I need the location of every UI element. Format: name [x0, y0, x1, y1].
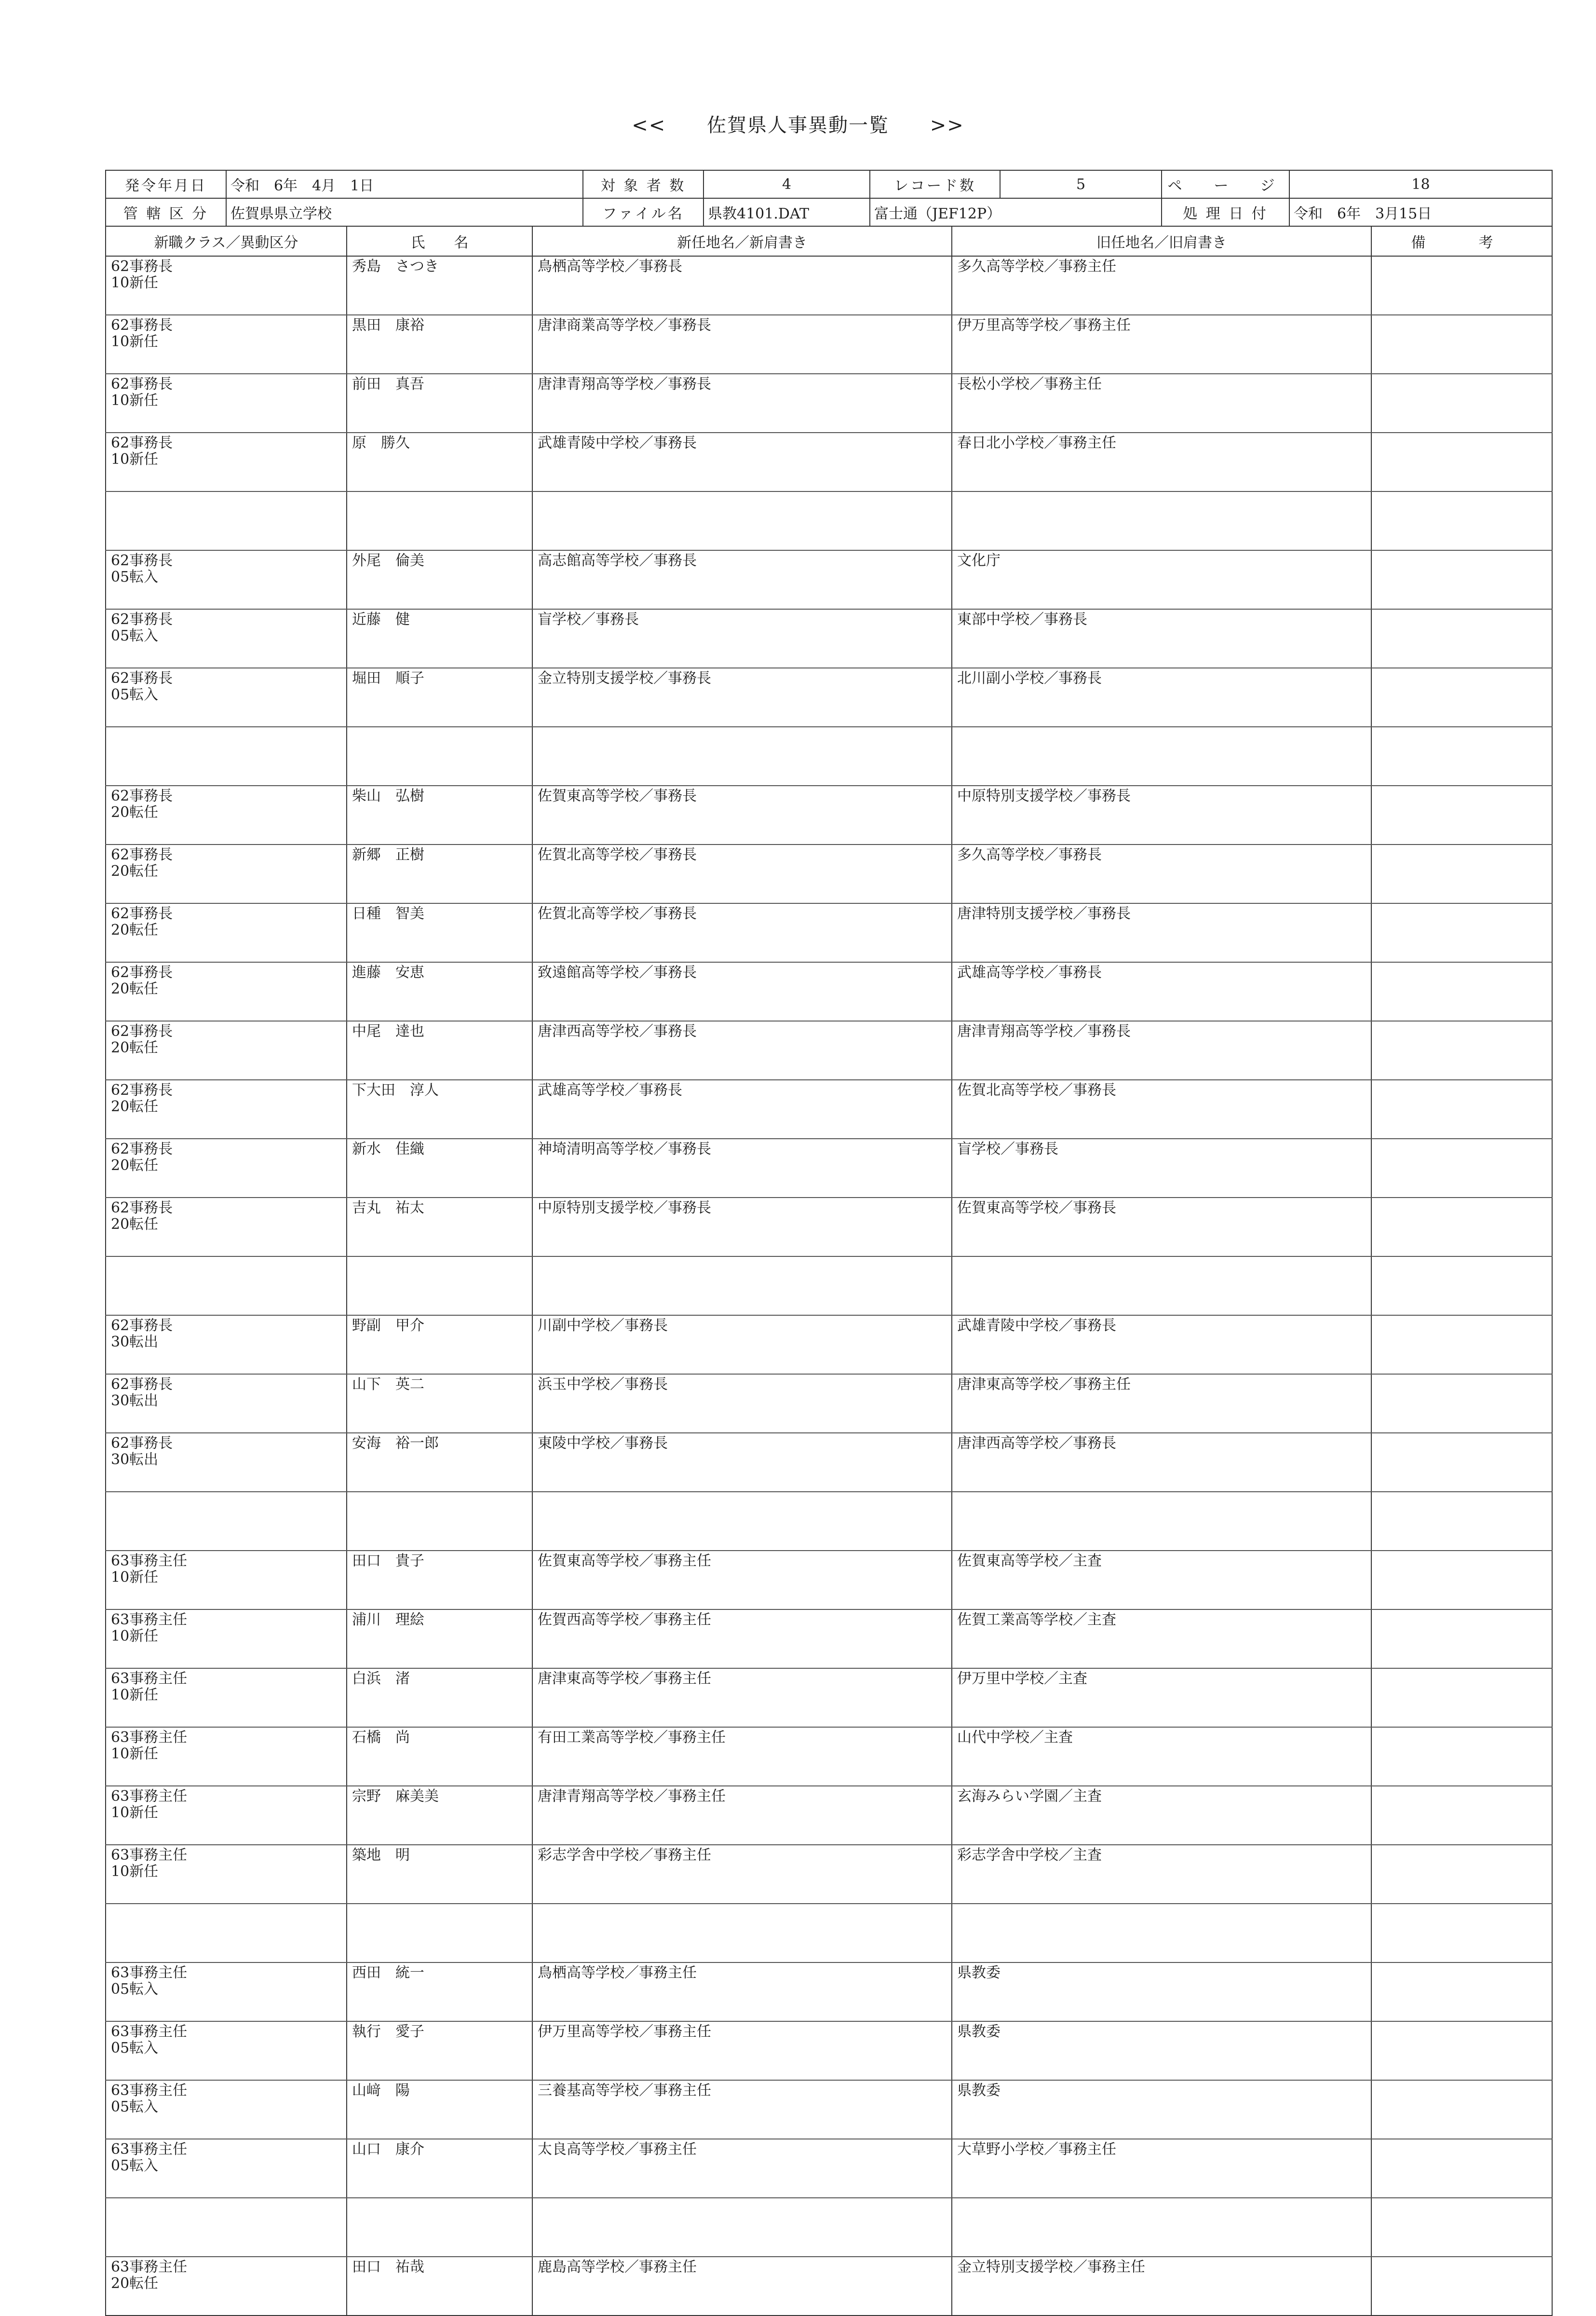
old-post: 盲学校／事務長 — [952, 1139, 1371, 1198]
person-name: 前田 真吾 — [347, 374, 532, 433]
class-cell — [106, 1786, 347, 1845]
class-cell — [106, 550, 347, 609]
person-name: 田口 祐哉 — [347, 2257, 532, 2316]
table-row — [106, 1904, 1552, 1962]
move-type: 10新任 — [111, 1628, 159, 1645]
old-post: 彩志学舎中学校／主査 — [952, 1845, 1371, 1904]
remarks-cell — [1371, 1433, 1552, 1492]
move-type: 20転任 — [111, 981, 159, 997]
new-post: 唐津商業高等学校／事務長 — [532, 315, 952, 374]
new-post: 鳥栖高等学校／事務主任 — [532, 1962, 952, 2021]
old-post: 唐津東高等学校／事務主任 — [952, 1374, 1371, 1433]
class-cell — [106, 1668, 347, 1727]
remarks-cell — [1371, 962, 1552, 1021]
move-type: 05転入 — [111, 627, 159, 644]
table-row — [106, 2257, 1552, 2316]
remarks-cell — [1371, 550, 1552, 609]
class-cell — [106, 374, 347, 433]
move-type: 10新任 — [111, 1745, 159, 1762]
person-name: 築地 明 — [347, 1845, 532, 1904]
title-right-mark: >> — [930, 114, 964, 136]
person-name: 柴山 弘樹 — [347, 786, 532, 845]
class-cell — [106, 1198, 347, 1256]
move-type: 10新任 — [111, 1687, 159, 1703]
job-class: 63事務主任 — [111, 1553, 188, 1569]
class-cell — [106, 1609, 347, 1668]
class-cell — [106, 1256, 347, 1315]
job-class: 62事務長 — [111, 1141, 173, 1158]
new-post: 唐津青翔高等学校／事務主任 — [532, 1786, 952, 1845]
new-post — [532, 2198, 952, 2257]
table-row — [106, 1256, 1552, 1315]
job-class: 62事務長 — [111, 1199, 173, 1216]
move-type: 10新任 — [111, 1569, 159, 1586]
new-post: 佐賀西高等学校／事務主任 — [532, 1609, 952, 1668]
table-row — [106, 1433, 1552, 1492]
job-class: 62事務長 — [111, 552, 173, 569]
old-post: 多久高等学校／事務長 — [952, 845, 1371, 903]
old-post — [952, 2198, 1371, 2257]
remarks-cell — [1371, 2257, 1552, 2316]
remarks-cell — [1371, 609, 1552, 668]
column-header-old-post: 旧任地名／旧肩書き — [952, 226, 1371, 256]
remarks-cell — [1371, 786, 1552, 845]
column-header-class: 新職クラス／異動区分 — [106, 226, 347, 256]
table-row — [106, 1080, 1552, 1139]
old-post: 唐津特別支援学校／事務長 — [952, 903, 1371, 962]
old-post: 長松小学校／事務主任 — [952, 374, 1371, 433]
job-class: 62事務長 — [111, 611, 173, 628]
new-post: 太良高等学校／事務主任 — [532, 2139, 952, 2198]
job-class: 62事務長 — [111, 317, 173, 334]
new-post: 高志館高等学校／事務長 — [532, 550, 952, 609]
person-name — [347, 1256, 532, 1315]
new-post: 唐津東高等学校／事務主任 — [532, 1668, 952, 1727]
table-row — [106, 1198, 1552, 1256]
remarks-cell — [1371, 1492, 1552, 1551]
new-post — [532, 1256, 952, 1315]
job-class: 62事務長 — [111, 258, 173, 275]
old-post — [952, 1256, 1371, 1315]
class-cell — [106, 609, 347, 668]
person-name: 安海 裕一郎 — [347, 1433, 532, 1492]
move-type: 20転任 — [111, 2275, 159, 2292]
table-row — [106, 2139, 1552, 2198]
remarks-cell — [1371, 491, 1552, 550]
record-count-label: レコード数 — [870, 170, 1000, 198]
class-cell — [106, 2257, 347, 2316]
person-name: 外尾 倫美 — [347, 550, 532, 609]
job-class: 63事務主任 — [111, 1847, 188, 1864]
move-type: 20転任 — [111, 922, 159, 939]
job-class: 62事務長 — [111, 1376, 173, 1393]
class-cell — [106, 2021, 347, 2080]
remarks-cell — [1371, 315, 1552, 374]
table-row — [106, 1845, 1552, 1904]
job-class: 62事務長 — [111, 435, 173, 451]
job-class: 63事務主任 — [111, 1788, 188, 1805]
remarks-cell — [1371, 433, 1552, 491]
class-cell — [106, 1021, 347, 1080]
target-count-value: 4 — [703, 170, 870, 198]
person-name: 新水 佳織 — [347, 1139, 532, 1198]
remarks-cell — [1371, 1551, 1552, 1609]
class-cell — [106, 491, 347, 550]
table-row — [106, 727, 1552, 786]
column-header-row — [106, 226, 1552, 256]
move-type: 10新任 — [111, 333, 159, 350]
table-row — [106, 1374, 1552, 1433]
table-row — [106, 2080, 1552, 2139]
table-row — [106, 315, 1552, 374]
remarks-cell — [1371, 1374, 1552, 1433]
move-type: 30転出 — [111, 1334, 159, 1350]
class-cell — [106, 2080, 347, 2139]
class-cell — [106, 1551, 347, 1609]
class-cell — [106, 1845, 347, 1904]
old-post: 東部中学校／事務長 — [952, 609, 1371, 668]
remarks-cell — [1371, 1668, 1552, 1727]
table-row — [106, 962, 1552, 1021]
class-cell — [106, 1139, 347, 1198]
move-type: 05転入 — [111, 2040, 159, 2057]
class-cell — [106, 1315, 347, 1374]
old-post: 県教委 — [952, 2080, 1371, 2139]
person-name: 進藤 安恵 — [347, 962, 532, 1021]
table-row — [106, 1668, 1552, 1727]
move-type: 20転任 — [111, 1039, 159, 1056]
new-post: 盲学校／事務長 — [532, 609, 952, 668]
job-class: 62事務長 — [111, 788, 173, 804]
job-class: 63事務主任 — [111, 2082, 188, 2099]
old-post: 伊万里中学校／主査 — [952, 1668, 1371, 1727]
table-row — [106, 1139, 1552, 1198]
job-class: 63事務主任 — [111, 2023, 188, 2040]
person-name: 野副 甲介 — [347, 1315, 532, 1374]
job-class: 62事務長 — [111, 1023, 173, 1040]
new-post: 彩志学舎中学校／事務主任 — [532, 1845, 952, 1904]
class-cell — [106, 433, 347, 491]
old-post: 佐賀東高等学校／事務長 — [952, 1198, 1371, 1256]
old-post: 唐津西高等学校／事務長 — [952, 1433, 1371, 1492]
remarks-cell — [1371, 1609, 1552, 1668]
table-row — [106, 668, 1552, 727]
person-name: 宗野 麻美美 — [347, 1786, 532, 1845]
remarks-cell — [1371, 2021, 1552, 2080]
remarks-cell — [1371, 1845, 1552, 1904]
table-row — [106, 1021, 1552, 1080]
person-name: 田口 貴子 — [347, 1551, 532, 1609]
job-class: 63事務主任 — [111, 1729, 188, 1746]
old-post: 春日北小学校／事務主任 — [952, 433, 1371, 491]
person-name: 黒田 康裕 — [347, 315, 532, 374]
move-type: 05転入 — [111, 1981, 159, 1998]
remarks-cell — [1371, 1256, 1552, 1315]
class-cell — [106, 1904, 347, 1962]
table-row — [106, 374, 1552, 433]
job-class: 62事務長 — [111, 376, 173, 393]
remarks-cell — [1371, 1198, 1552, 1256]
jurisdiction-value: 佐賀県県立学校 — [226, 198, 583, 226]
job-class: 63事務主任 — [111, 1611, 188, 1628]
table-row — [106, 433, 1552, 491]
move-type: 30転出 — [111, 1392, 159, 1409]
remarks-cell — [1371, 1962, 1552, 2021]
job-class: 62事務長 — [111, 1082, 173, 1099]
remarks-cell — [1371, 2139, 1552, 2198]
column-header-remarks: 備 考 — [1371, 226, 1552, 256]
new-post: 中原特別支援学校／事務長 — [532, 1198, 952, 1256]
job-class: 63事務主任 — [111, 1670, 188, 1687]
class-cell — [106, 315, 347, 374]
move-type: 20転任 — [111, 804, 159, 821]
remarks-cell — [1371, 1786, 1552, 1845]
issue-date-label: 発令年月日 — [106, 170, 226, 198]
move-type: 05転入 — [111, 569, 159, 586]
new-post: 唐津西高等学校／事務長 — [532, 1021, 952, 1080]
class-cell — [106, 845, 347, 903]
remarks-cell — [1371, 1021, 1552, 1080]
move-type: 05転入 — [111, 686, 159, 703]
move-type: 10新任 — [111, 451, 159, 468]
table-row — [106, 903, 1552, 962]
job-class: 62事務長 — [111, 1435, 173, 1452]
system-value: 富士通（JEF12P） — [870, 198, 1162, 226]
person-name: 堀田 順子 — [347, 668, 532, 727]
move-type: 10新任 — [111, 274, 159, 291]
remarks-cell — [1371, 1727, 1552, 1786]
table-row — [106, 1727, 1552, 1786]
old-post: 多久高等学校／事務主任 — [952, 256, 1371, 315]
new-post: 東陵中学校／事務長 — [532, 1433, 952, 1492]
old-post — [952, 1904, 1371, 1962]
new-post: 武雄青陵中学校／事務長 — [532, 433, 952, 491]
job-class: 63事務主任 — [111, 2259, 188, 2275]
new-post: 三養基高等学校／事務主任 — [532, 2080, 952, 2139]
remarks-cell — [1371, 668, 1552, 727]
person-name: 西田 統一 — [347, 1962, 532, 2021]
person-name: 山下 英二 — [347, 1374, 532, 1433]
table-row — [106, 256, 1552, 315]
page-number-value: 18 — [1289, 170, 1552, 198]
class-cell — [106, 786, 347, 845]
person-name: 秀島 さつき — [347, 256, 532, 315]
move-type: 20転任 — [111, 863, 159, 880]
person-name — [347, 1492, 532, 1551]
old-post: 大草野小学校／事務主任 — [952, 2139, 1371, 2198]
old-post: 県教委 — [952, 2021, 1371, 2080]
old-post: 中原特別支援学校／事務長 — [952, 786, 1371, 845]
move-type: 05転入 — [111, 2157, 159, 2174]
table-row — [106, 1551, 1552, 1609]
person-name: 執行 愛子 — [347, 2021, 532, 2080]
new-post: 神埼清明高等学校／事務長 — [532, 1139, 952, 1198]
move-type: 10新任 — [111, 1863, 159, 1880]
table-row — [106, 550, 1552, 609]
move-type: 10新任 — [111, 392, 159, 409]
person-name — [347, 2198, 532, 2257]
table-row — [106, 786, 1552, 845]
person-name: 石橋 尚 — [347, 1727, 532, 1786]
class-cell — [106, 1433, 347, 1492]
old-post: 佐賀工業高等学校／主査 — [952, 1609, 1371, 1668]
remarks-cell — [1371, 1080, 1552, 1139]
table-row — [106, 491, 1552, 550]
old-post: 佐賀北高等学校／事務長 — [952, 1080, 1371, 1139]
table-row — [106, 1492, 1552, 1551]
class-cell — [106, 2139, 347, 2198]
move-type: 10新任 — [111, 1804, 159, 1821]
old-post: 山代中学校／主査 — [952, 1727, 1371, 1786]
new-post: 佐賀東高等学校／事務主任 — [532, 1551, 952, 1609]
move-type: 30転出 — [111, 1451, 159, 1468]
old-post: 北川副小学校／事務長 — [952, 668, 1371, 727]
new-post: 鹿島高等学校／事務主任 — [532, 2257, 952, 2316]
job-class: 62事務長 — [111, 846, 173, 863]
remarks-cell — [1371, 1904, 1552, 1962]
move-type: 20転任 — [111, 1157, 159, 1174]
remarks-cell — [1371, 727, 1552, 786]
title-text: 佐賀県人事異動一覧 — [707, 114, 889, 136]
new-post — [532, 491, 952, 550]
class-cell — [106, 1492, 347, 1551]
person-name: 近藤 健 — [347, 609, 532, 668]
new-post: 唐津青翔高等学校／事務長 — [532, 374, 952, 433]
new-post — [532, 1492, 952, 1551]
person-name — [347, 727, 532, 786]
remarks-cell — [1371, 903, 1552, 962]
remarks-cell — [1371, 2198, 1552, 2257]
remarks-cell — [1371, 374, 1552, 433]
old-post: 金立特別支援学校／事務主任 — [952, 2257, 1371, 2316]
table-row — [106, 2198, 1552, 2257]
table-row — [106, 609, 1552, 668]
file-name-label: ファイル名 — [583, 198, 703, 226]
old-post: 文化庁 — [952, 550, 1371, 609]
old-post: 唐津青翔高等学校／事務長 — [952, 1021, 1371, 1080]
job-class: 62事務長 — [111, 1317, 173, 1334]
page-title — [0, 110, 1596, 137]
remarks-cell — [1371, 1139, 1552, 1198]
person-name — [347, 1904, 532, 1962]
personnel-table — [105, 226, 1553, 2316]
job-class: 62事務長 — [111, 905, 173, 922]
job-class: 62事務長 — [111, 964, 173, 981]
job-class: 63事務主任 — [111, 2141, 188, 2158]
new-post: 佐賀東高等学校／事務長 — [532, 786, 952, 845]
old-post — [952, 727, 1371, 786]
process-date-label: 処 理 日 付 — [1162, 198, 1289, 226]
table-row — [106, 1315, 1552, 1374]
class-cell — [106, 2198, 347, 2257]
move-type: 05転入 — [111, 2098, 159, 2115]
class-cell — [106, 1962, 347, 2021]
person-name: 原 勝久 — [347, 433, 532, 491]
class-cell — [106, 1374, 347, 1433]
new-post — [532, 727, 952, 786]
job-class: 63事務主任 — [111, 1964, 188, 1981]
old-post — [952, 491, 1371, 550]
old-post — [952, 1492, 1371, 1551]
old-post: 武雄高等学校／事務長 — [952, 962, 1371, 1021]
table-row — [106, 845, 1552, 903]
new-post: 金立特別支援学校／事務長 — [532, 668, 952, 727]
class-cell — [106, 1080, 347, 1139]
class-cell — [106, 256, 347, 315]
remarks-cell — [1371, 845, 1552, 903]
issue-date-value: 令和 6年 4月 1日 — [226, 170, 583, 198]
new-post: 浜玉中学校／事務長 — [532, 1374, 952, 1433]
header-table — [105, 170, 1553, 227]
remarks-cell — [1371, 1315, 1552, 1374]
page-label: ペ ー ジ — [1162, 170, 1289, 198]
remarks-cell — [1371, 2080, 1552, 2139]
new-post: 川副中学校／事務長 — [532, 1315, 952, 1374]
new-post: 佐賀北高等学校／事務長 — [532, 903, 952, 962]
class-cell — [106, 668, 347, 727]
remarks-cell — [1371, 256, 1552, 315]
move-type: 20転任 — [111, 1098, 159, 1115]
person-name — [347, 491, 532, 550]
new-post — [532, 1904, 952, 1962]
new-post: 鳥栖高等学校／事務長 — [532, 256, 952, 315]
column-header-name: 氏 名 — [347, 226, 532, 256]
table-row — [106, 1962, 1552, 2021]
class-cell — [106, 903, 347, 962]
person-name: 白浜 渚 — [347, 1668, 532, 1727]
old-post: 佐賀東高等学校／主査 — [952, 1551, 1371, 1609]
class-cell — [106, 727, 347, 786]
column-header-new-post: 新任地名／新肩書き — [532, 226, 952, 256]
old-post: 武雄青陵中学校／事務長 — [952, 1315, 1371, 1374]
file-name-value: 県教4101.DAT — [703, 198, 870, 226]
old-post: 県教委 — [952, 1962, 1371, 2021]
jurisdiction-label: 管 轄 区 分 — [106, 198, 226, 226]
new-post: 致遠館高等学校／事務長 — [532, 962, 952, 1021]
person-name: 山﨑 陽 — [347, 2080, 532, 2139]
person-name: 日種 智美 — [347, 903, 532, 962]
record-count-value: 5 — [1000, 170, 1162, 198]
new-post: 武雄高等学校／事務長 — [532, 1080, 952, 1139]
person-name: 吉丸 祐太 — [347, 1198, 532, 1256]
new-post: 有田工業高等学校／事務主任 — [532, 1727, 952, 1786]
move-type: 20転任 — [111, 1216, 159, 1233]
job-class: 62事務長 — [111, 670, 173, 687]
table-row — [106, 1786, 1552, 1845]
process-date-value: 令和 6年 3月15日 — [1289, 198, 1552, 226]
new-post: 佐賀北高等学校／事務長 — [532, 845, 952, 903]
table-row — [106, 1609, 1552, 1668]
old-post: 玄海みらい学園／主査 — [952, 1786, 1371, 1845]
old-post: 伊万里高等学校／事務主任 — [952, 315, 1371, 374]
class-cell — [106, 1727, 347, 1786]
person-name: 山口 康介 — [347, 2139, 532, 2198]
table-row — [106, 2021, 1552, 2080]
title-left-mark: << — [632, 114, 666, 136]
person-name: 中尾 達也 — [347, 1021, 532, 1080]
person-name: 下大田 淳人 — [347, 1080, 532, 1139]
class-cell — [106, 962, 347, 1021]
person-name: 新郷 正樹 — [347, 845, 532, 903]
target-count-label: 対 象 者 数 — [583, 170, 703, 198]
new-post: 伊万里高等学校／事務主任 — [532, 2021, 952, 2080]
person-name: 浦川 理絵 — [347, 1609, 532, 1668]
